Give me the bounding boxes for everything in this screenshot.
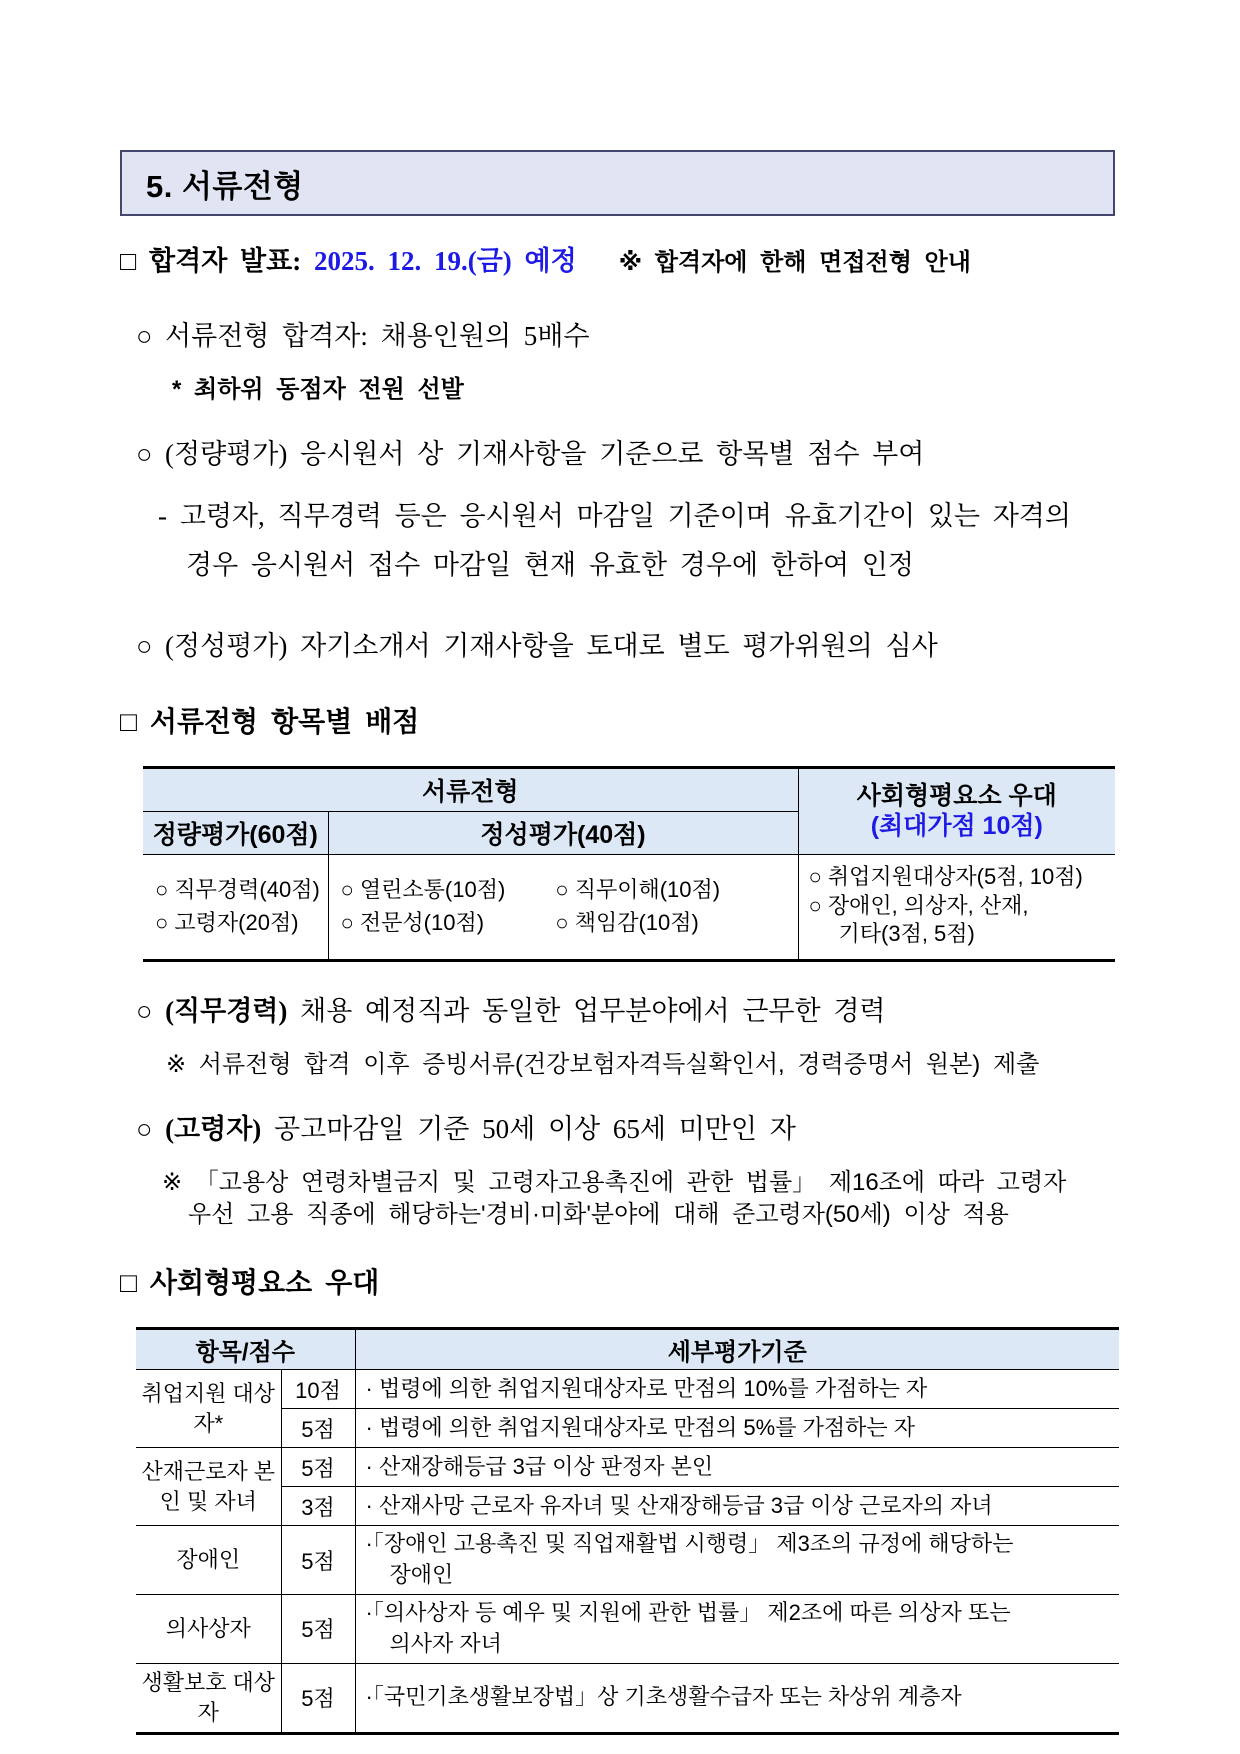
score-cell: 3점 (281, 1487, 355, 1526)
criteria-line: ·「국민기초생활보장법」상 기초생활수급자 또는 차상위 계층자 (365, 1684, 962, 1710)
score-cell: 5점 (281, 1526, 355, 1595)
table-row (136, 1594, 1119, 1663)
section-title-bar (120, 150, 1115, 216)
table-row (136, 1409, 1119, 1448)
bullet-career (136, 994, 1122, 1029)
header-social-line2: (최대가점 10점) (870, 811, 1043, 840)
quant-item-career: ○ 직무경력(40점) (155, 877, 320, 903)
social-item-disabled: ○ 장애인, 의상자, 산재, (808, 892, 1029, 918)
score-cell: 10점 (281, 1370, 355, 1409)
header-social-preference (798, 768, 1115, 855)
quantitative-subnote-line1: - 고령자, 직무경력 등은 응시원서 마감일 기준이며 유효기간이 있는 자격의 (158, 500, 1071, 531)
item-livelihood: 생활보호 대상자 (136, 1663, 281, 1733)
score-cell: 5점 (281, 1409, 355, 1448)
item-industrial-accident: 산재근로자 본인 및 자녀 (136, 1448, 281, 1526)
qual-item-expertise: ○ 전문성(10점) (340, 910, 485, 936)
criteria-line: · 법령에 의한 취업지원대상자로 만점의 5%를 가점하는 자 (365, 1414, 915, 1440)
cell-qualitative-items (328, 855, 798, 961)
pass-announcement-line (120, 244, 1122, 279)
criteria-cell (355, 1448, 1119, 1487)
quantitative-subnote-line2: 경우 응시원서 접수 마감일 현재 유효한 경우에 한하여 인정 (186, 549, 914, 580)
header-criteria: 세부평가기준 (355, 1329, 1119, 1370)
qual-items-grid (329, 873, 798, 939)
social-table (136, 1327, 1119, 1734)
senior-note (162, 1167, 1122, 1232)
quant-item-senior: ○ 고령자(20점) (155, 910, 299, 936)
social-heading: □ 사회형평요소 우대 (120, 1268, 380, 1300)
header-quantitative: 정량평가(60점) (143, 812, 328, 855)
table-row (136, 1370, 1119, 1409)
qual-item-responsibility: ○ 책임감(10점) (555, 910, 699, 936)
score-cell: 5점 (281, 1663, 355, 1733)
criteria-line: · 산재사망 근로자 유자녀 및 산재장해등급 3급 이상 근로자의 자녀 (365, 1492, 993, 1518)
scoring-table-body-row (143, 855, 1115, 961)
criteria-cell (355, 1594, 1119, 1663)
quantitative-subnote (158, 492, 1122, 589)
career-note: ※ 서류전형 합격 이후 증빙서류(건강보험자격득실확인서, 경력증명서 원본) 제출 (166, 1051, 1040, 1079)
announce-date: 2025. 12. 19.(금) 예정 (313, 246, 577, 276)
item-employment-support: 취업지원 대상자* (136, 1370, 281, 1448)
career-prefix: ○ (136, 996, 166, 1027)
senior-prefix: ○ (136, 1113, 166, 1144)
criteria-line: · 법령에 의한 취업지원대상자로 만점의 10%를 가점하는 자 (365, 1375, 928, 1401)
criteria-cell (355, 1663, 1119, 1733)
criteria-cell (355, 1487, 1119, 1526)
scoring-table-header-row1 (143, 768, 1115, 812)
score-cell: 5점 (281, 1448, 355, 1487)
social-table-header-row (136, 1329, 1119, 1370)
bullet-pass-multiple: ○ 서류전형 합격자: 채용인원의 5배수 (136, 321, 590, 352)
social-item-etc: 기타(3점, 5점) (838, 921, 975, 947)
score-cell: 5점 (281, 1594, 355, 1663)
table-row (136, 1487, 1119, 1526)
career-label: (직무경력) (165, 996, 288, 1027)
criteria-line: · 산재장해등급 3급 이상 판정자 본인 (365, 1453, 714, 1479)
table-row (136, 1448, 1119, 1487)
header-item-score: 항목/점수 (136, 1329, 355, 1370)
scoring-heading: □ 서류전형 항목별 배점 (120, 707, 420, 739)
announce-note: ※ 합격자에 한해 면접전형 안내 (618, 249, 971, 276)
header-social-line1: 사회형평요소 우대 (856, 782, 1057, 811)
scoring-table (143, 766, 1115, 962)
qual-item-communication: ○ 열린소통(10점) (340, 877, 506, 903)
criteria-cell (355, 1370, 1119, 1409)
bullet-quantitative: ○ (정량평가) 응시원서 상 기재사항을 기준으로 항목별 점수 부여 (136, 438, 925, 469)
header-doc-screening: 서류전형 (143, 768, 798, 812)
cell-social-items (798, 855, 1115, 961)
bullet-senior (136, 1112, 1122, 1147)
senior-note-line2: 우선 고용 직종에 해당하는'경비·미화'분야에 대해 준고령자(50세) 이상 적용 (188, 1201, 1009, 1228)
qual-item-job-understanding: ○ 직무이해(10점) (555, 877, 721, 903)
career-text: 채용 예정직과 동일한 업무분야에서 근무한 경력 (287, 996, 886, 1027)
social-item-employment-support: ○ 취업지원대상자(5점, 10점) (808, 864, 1083, 890)
tie-breaker-note: * 최하위 동점자 전원 선발 (172, 376, 464, 404)
senior-label: (고령자) (165, 1113, 262, 1144)
criteria-cell (355, 1409, 1119, 1448)
criteria-cell (355, 1526, 1119, 1595)
cell-quantitative-items (143, 855, 328, 961)
item-righteous: 의사상자 (136, 1594, 281, 1663)
table-row (136, 1526, 1119, 1595)
table-row (136, 1663, 1119, 1733)
section-title: 5. 서류전형 (146, 168, 304, 204)
item-disabled: 장애인 (136, 1526, 281, 1595)
senior-note-line1: ※ 「고용상 연령차별금지 및 고령자고용촉진에 관한 법률」 제16조에 따라 고령자 (162, 1168, 1067, 1196)
criteria-line: 의사자 자녀 (389, 1630, 502, 1656)
criteria-line: ·「의사상자 등 예우 및 지원에 관한 법률」 제2조에 따른 의상자 또는 (365, 1599, 1011, 1625)
criteria-line: 장애인 (389, 1562, 454, 1588)
announce-label: □ 합격자 발표: (120, 246, 314, 276)
senior-text: 공고마감일 기준 50세 이상 65세 미만인 자 (261, 1113, 796, 1144)
header-qualitative: 정성평가(40점) (328, 812, 798, 855)
criteria-line: ·「장애인 고용촉진 및 직업재활법 시행령」 제3조의 규정에 해당하는 (365, 1531, 1014, 1557)
bullet-qualitative: ○ (정성평가) 자기소개서 기재사항을 토대로 별도 평가위원의 심사 (136, 631, 938, 662)
